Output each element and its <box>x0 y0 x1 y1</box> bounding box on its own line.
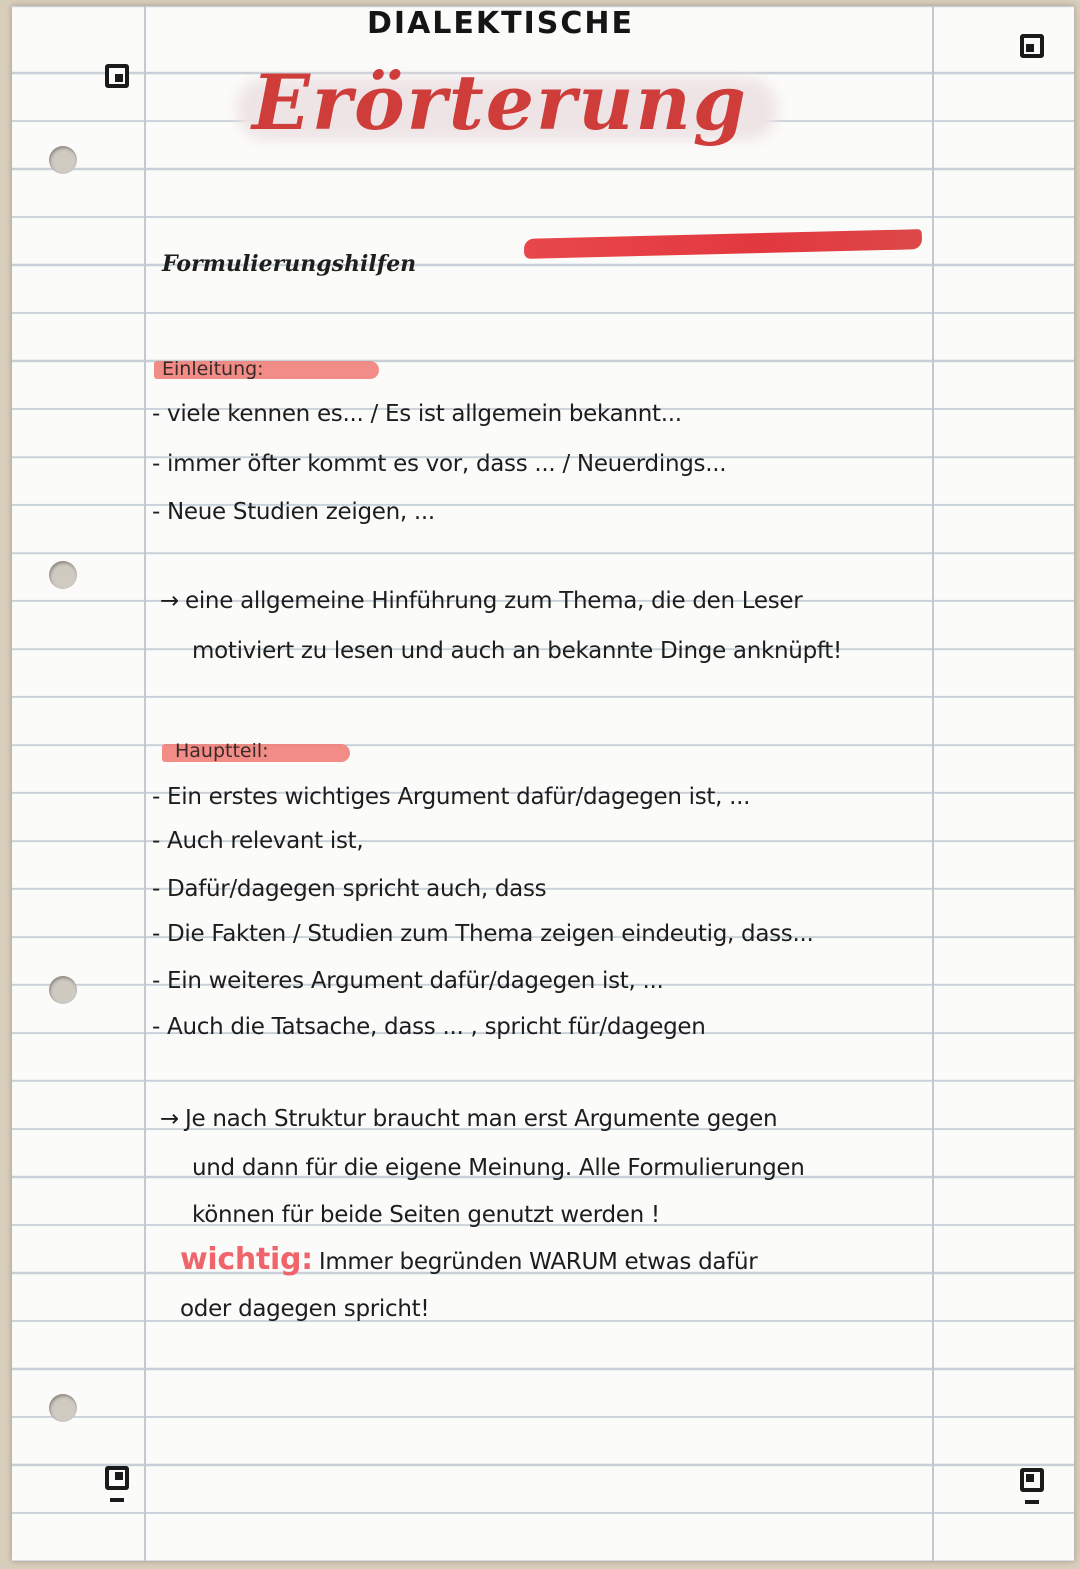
einleitung-label: Einleitung: <box>162 358 264 380</box>
corner-marker-icon <box>105 64 129 88</box>
hauptteil-label: Hauptteil: <box>175 740 269 762</box>
section-heading: Formulierungshilfen <box>162 251 417 277</box>
important-label: wichtig: <box>180 1242 313 1277</box>
punch-hole <box>49 146 77 174</box>
list-item: - Auch relevant ist, <box>152 828 364 854</box>
left-margin-line <box>144 6 146 1561</box>
arrow-icon: → <box>160 588 179 614</box>
important-line <box>180 1242 757 1277</box>
note-line: motiviert zu lesen und auch an bekannte Dinge anknüpft! <box>192 638 842 664</box>
punch-hole <box>49 1394 77 1422</box>
page-title: Erörterung <box>252 58 748 147</box>
list-item: - Ein erstes wichtiges Argument dafür/dagegen ist, ... <box>152 784 751 810</box>
note-line <box>160 1106 777 1132</box>
note-line <box>160 588 802 614</box>
list-item: - Ein weiteres Argument dafür/dagegen ist, ... <box>152 968 664 994</box>
notebook-page <box>12 6 1074 1561</box>
list-item: - immer öfter kommt es vor, dass ... / Neuerdings... <box>152 451 727 477</box>
page-subtitle: DIALEKTISCHE <box>367 6 634 41</box>
corner-marker-icon <box>105 1466 129 1490</box>
right-margin-line <box>932 6 934 1561</box>
list-item: - Dafür/dagegen spricht auch, dass <box>152 876 547 902</box>
marker-bar <box>110 1498 124 1502</box>
note-text: eine allgemeine Hinführung zum Thema, die den Leser <box>184 588 803 614</box>
arrow-icon: → <box>160 1106 179 1132</box>
punch-hole <box>49 976 77 1004</box>
list-item: - Auch die Tatsache, dass ... , spricht für/dagegen <box>152 1014 706 1040</box>
heading-underline <box>524 229 922 259</box>
corner-marker-icon <box>1020 1468 1044 1492</box>
list-item: - Neue Studien zeigen, ... <box>152 499 435 525</box>
list-item: - Die Fakten / Studien zum Thema zeigen eindeutig, dass... <box>152 921 814 947</box>
list-item: - viele kennen es... / Es ist allgemein bekannt... <box>152 401 682 427</box>
note-line: und dann für die eigene Meinung. Alle Formulierungen <box>192 1155 805 1181</box>
note-text: Je nach Struktur braucht man erst Argumente gegen <box>184 1106 778 1132</box>
note-line: können für beide Seiten genutzt werden ! <box>192 1202 660 1228</box>
corner-marker-icon <box>1020 34 1044 58</box>
marker-bar <box>1025 1500 1039 1504</box>
important-line: oder dagegen spricht! <box>180 1296 430 1322</box>
punch-hole <box>49 561 77 589</box>
important-text: Immer begründen WARUM etwas dafür <box>318 1249 758 1275</box>
